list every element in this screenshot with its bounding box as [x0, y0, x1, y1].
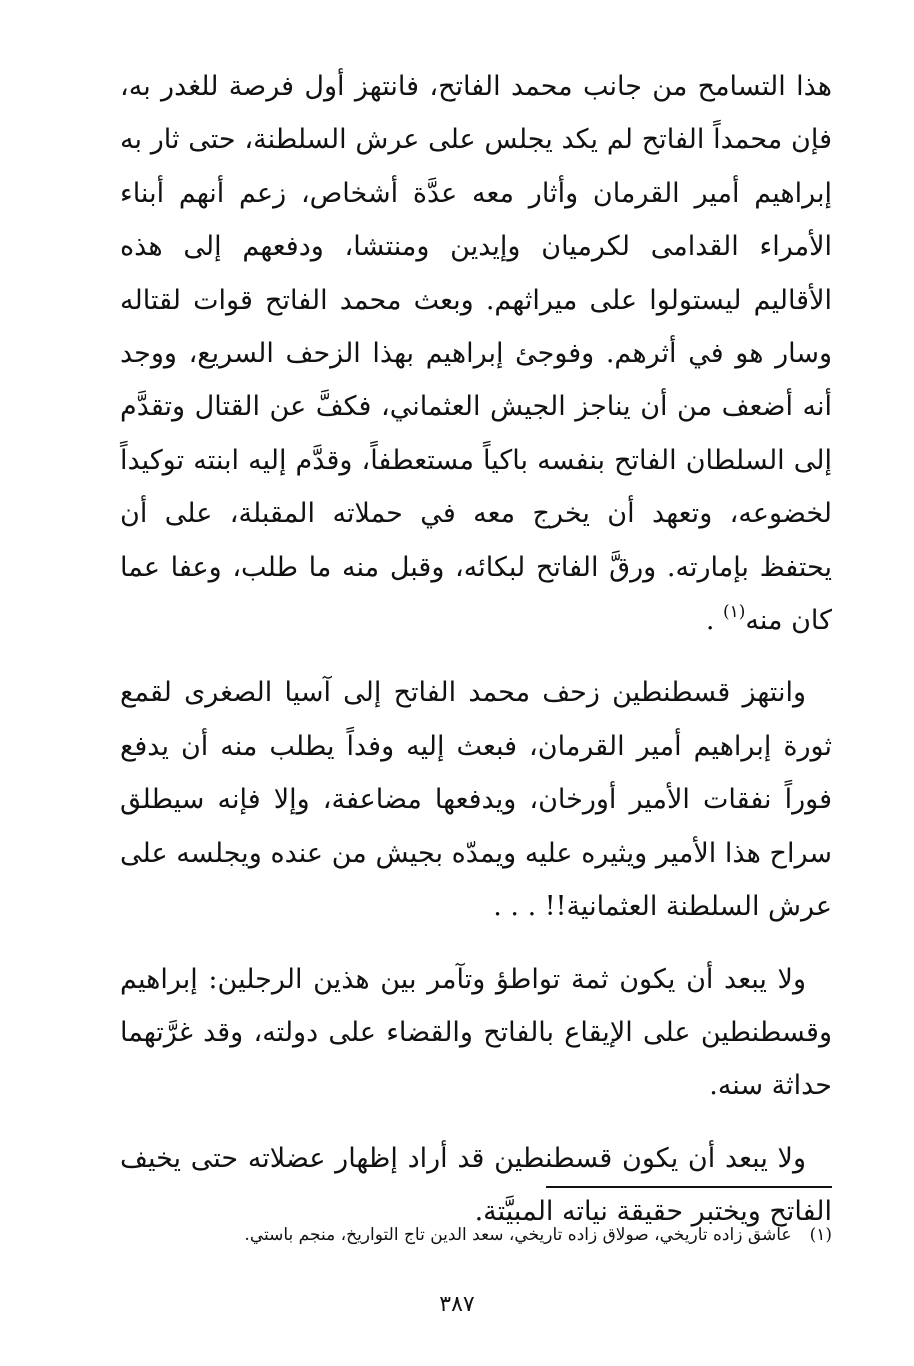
- footnote-number: (١): [809, 1225, 832, 1245]
- footnote: [120, 1222, 832, 1248]
- paragraph-2-text: وانتهز قسطنطين زحف محمد الفاتح إلى آسيا الصغرى لقمع ثورة إبراهيم أمير القرمان، فبعث إليه وفداً يطلب منه أن يدفع فوراً نفقات الأمير أورخان، ويدفعها مضاعفة، وإلا فإنه سيطلق سراح هذا الأمير ويثيره عليه ويمدّه بجيش من عنده ويجلسه على عرش السلطنة العثمانية!! . . .: [120, 677, 832, 923]
- paragraph-1-text: هذا التسامح من جانب محمد الفاتح، فانتهز أول فرصة للغدر به، فإن محمداً الفاتح لم يكد يجلس على عرش السلطنة، حتى ثار به إبراهيم أمير القرمان وأثار معه عدَّة أشخاص، زعم أنهم أبناء الأمراء القدامى لكرميان وإيدين ومنتشا، ودفعهم إلى هذه الأقاليم ليستولوا على ميراثهم. وبعث محمد الفاتح قوات لقتاله وسار هو في أثرهم. وفوجئ إبراهيم بهذا الزحف السريع، ووجد أنه أضعف من أن يناجز الجيش العثماني، فكفَّ عن القتال وتقدَّم إلى السلطان الفاتح بنفسه باكياً مستعطفاً، وقدَّم إليه ابنته توكيداً لخضوعه، وتعهد أن يخرج معه في حملاته المقبلة، على أن يحتفظ بإمارته. ورقَّ الفاتح لبكائه، وقبل منه ما طلب، وعفا عما كان منه: [120, 71, 832, 637]
- paragraph-1-end: .: [705, 605, 723, 637]
- footnote-text: عاشق زاده تاريخي، صولاق زاده تاريخي، سعد الدين تاج التواريخ، منجم باستي.: [244, 1225, 792, 1245]
- paragraph-1: [120, 60, 832, 647]
- footnote-divider: [546, 1186, 832, 1188]
- paragraph-2: [120, 666, 832, 933]
- page-number: ٣٨٧: [439, 1292, 475, 1317]
- paragraph-3-text: ولا يبعد أن يكون ثمة تواطؤ وتآمر بين هذين الرجلين: إبراهيم وقسطنطين على الإيقاع بالفاتح والقضاء على دولته، وقد غرَّتهما حداثة سنه.: [120, 963, 832, 1102]
- paragraph-4-text: ولا يبعد أن يكون قسطنطين قد أراد إظهار عضلاته حتى يخيف الفاتح ويختبر حقيقة نياته المبيَّتة.: [120, 1142, 832, 1228]
- paragraph-3: [120, 953, 832, 1113]
- footnote-reference: (١): [723, 602, 746, 623]
- page-body: [120, 60, 832, 1239]
